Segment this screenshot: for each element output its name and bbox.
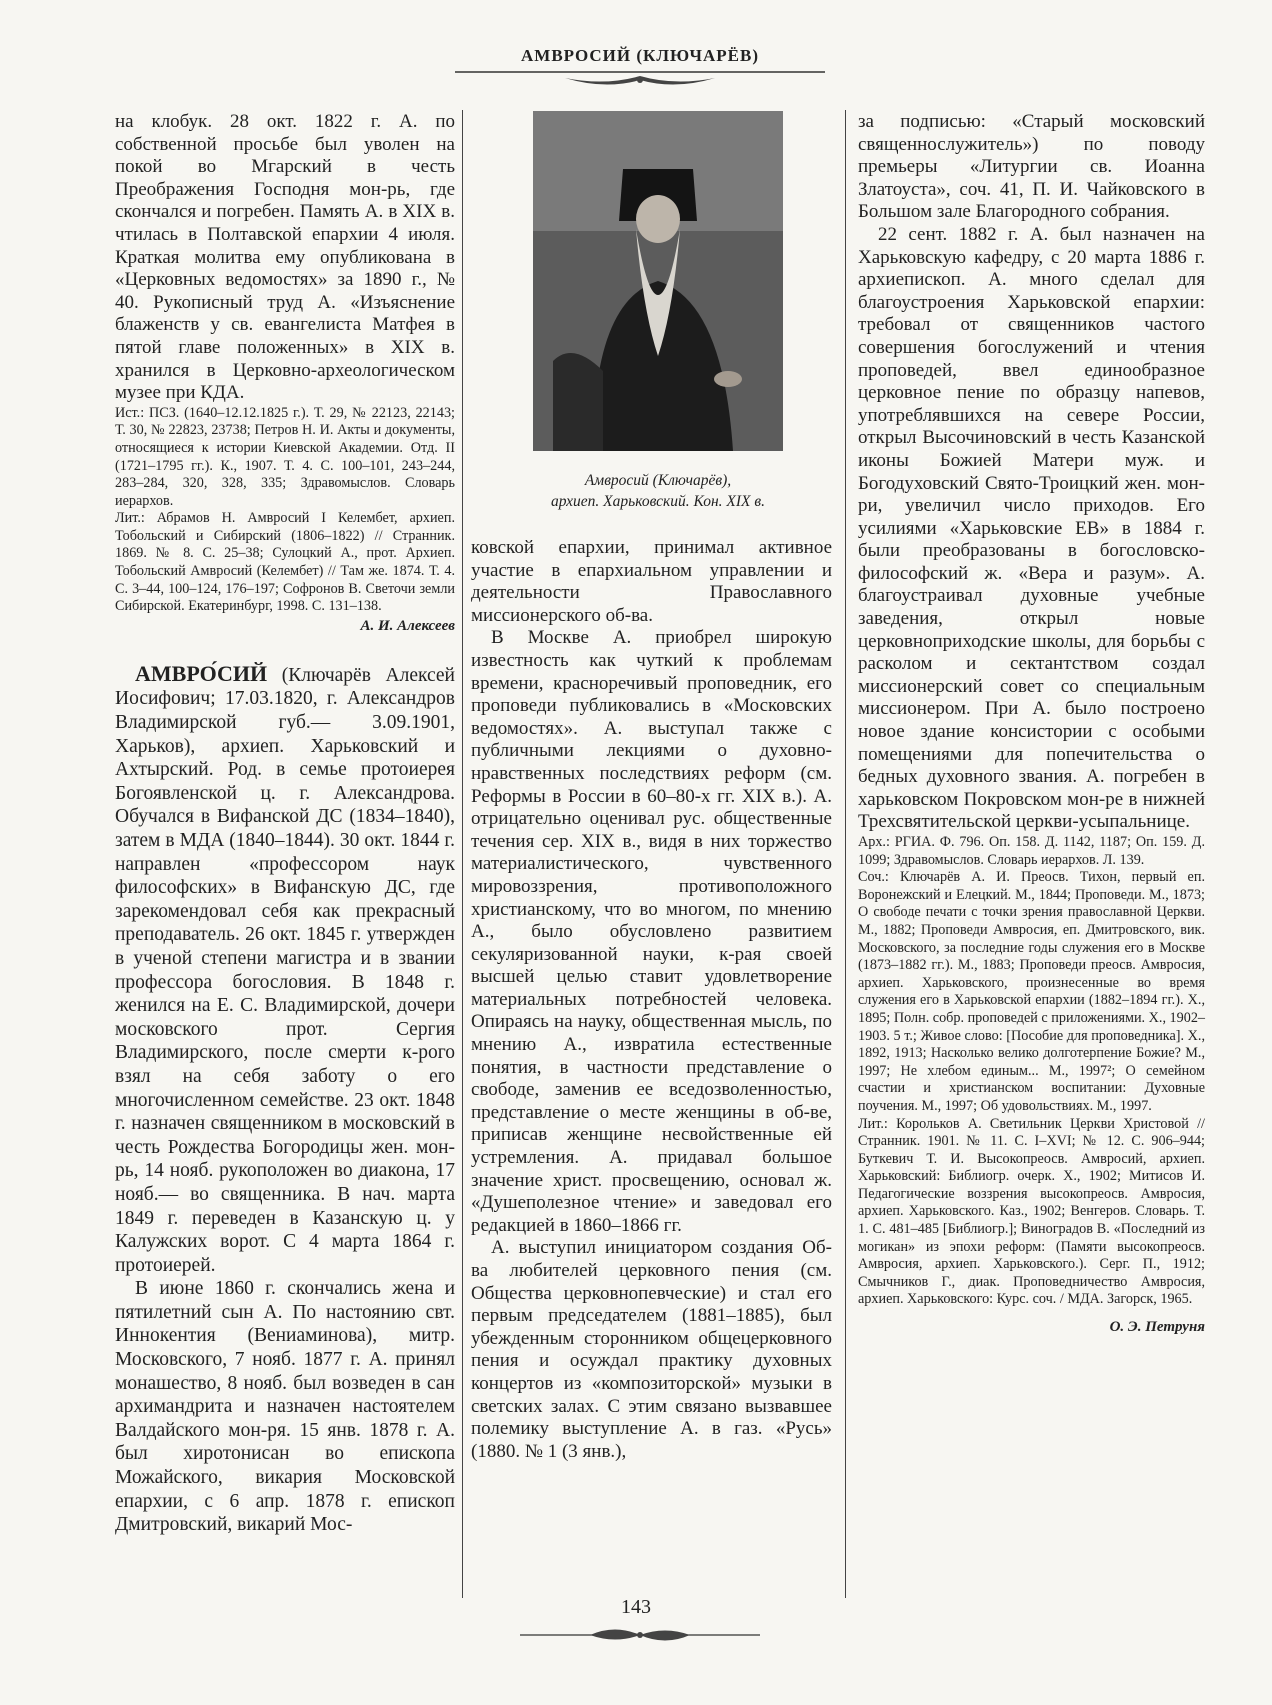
entry-headword: АМВРО́СИЙ [135,660,268,686]
caption-line: Амвросий (Ключарёв), [584,472,732,489]
paragraph: на клобук. 28 окт. 1822 г. А. по собственной просьбе был уволен на покой во Мгарский в честь Преображения Господня мон-рь, где скончался и погребен. Память А. в XIX в. чтилась в Полтавской епархии 4 июля. Краткая молитва ему опубликована в «Церковных ведомостях» за 1890 г., № 40. Рукописный труд А. «Изъяснение блаженств у св. евангелиста Матфея в пятой главе положенных» в XIX в. хранился в Церковно-археологическом музее при КДА. [115,111,455,404]
works: Соч.: Ключарёв А. И. Преосв. Тихон, первый еп. Воронежский и Елецкий. М., 1844; Проповеди. М., 1873; О свободе печати с точки зрения православной Церкви. М., 1882; Проповеди Амвросия, еп. Дмитровского, вик. Московского, за последние годы служения его в Москве (1873–1882 гг.). М., 1883; Проповеди преосв. Амвросия, архиеп. Харьковского, произнесенные во время служения его в Харьковской епархии (1882–1894 гг.). Х., 1895; Полн. собр. проповедей с приложениями. Х., 1902–1903. 5 т.; Живое слово: [Пособие для проповедника]. Х., 1892, 1913; Насколько велико долготерпение Божие? М., 1997; Не хлебом единым... М., 1997²; О семейном счастии и христианском воспитании: Духовные поучения. М., 1997; Об удовольствиях. М., 1997. [858,869,1206,1114]
paragraph: за подписью: «Старый московский священнослужитель») по поводу премьеры «Литургии св. Иоанна Златоуста», соч. 41, П. И. Чайковского в Большом зале Благородного собрания. [858,111,1205,223]
portrait-image [533,111,783,451]
author-signature: О. Э. Петруня [1109,1319,1205,1336]
archives: Арх.: РГИА. Ф. 796. Оп. 158. Д. 1142, 1187; Оп. 159. Д. 1099; Здравомыслов. Словарь иерархов. Л. 139. [858,834,1205,868]
paragraph: ковской епархии, принимал активное участие в епархиальном управлении и деятельности Православного миссионерского об-ва. [471,537,832,626]
paragraph: (Ключарёв Алексей Иосифович; 17.03.1820, г. Александров Владимирской губ.— 3.09.1901, Харьков), архиеп. Харьковский и Ахтырский. Род. в семье протоиерея Богоявленской ц. г. Александрова. Обучался в Вифанской ДС (1834–1840), затем в МДА (1840–1844). 30 окт. 1844 г. направлен «профессором наук философских» в Вифанскую ДС, где зарекомендовал себя как прекрасный преподаватель. 26 окт. 1845 г. утвержден в ученой степени магистра и в звании профессора богословия. В 1848 г. женился на Е. С. Владимирской, дочери московского прот. Сергия Владимирского, после смерти к-рого взял на себя заботу о его многочисленном семействе. 23 окт. 1848 г. назначен священником в московский в честь Рождества Богородицы жен. мон-рь, 14 нояб. рукоположен во диакона, 17 нояб.— во священника. В нач. марта 1849 г. переведен в Казанскую ц. у Калужских ворот. С 4 марта 1864 г. протоиерей. [115,664,455,1276]
column-rule-1 [462,110,463,1598]
running-title: АМВРОСИЙ (КЛЮЧАРЁВ) [521,46,759,65]
column-rule-2 [845,110,846,1598]
literature: Лит.: Корольков А. Светильник Церкви Христовой // Странник. 1901. № 11. С. I–XVI; № 12. С. 906–944; Буткевич Т. И. Высокопреосв. Амвросий, архиеп. Харьковский: Библиогр. очерк. Х., 1902; Митисов И. Педагогические воззрения высокопреосв. Амвросия, архиеп. Харьковского. Каз., 1902; Венгеров. Словарь. Т. 1. С. 481–485 [Библиогр.]; Виноградов В. «Последний из могикан» из эпохи реформ: (Памяти высокопреосв. Амвросия, архиеп. Харьковского.). Серг. П., 1912; Смычников Г., диак. Проповедничество Амвросия, архиеп. Харьковского: Курс. соч. / МДА. Загорск, 1965. [858,1115,1205,1308]
column-2 [471,537,832,1463]
footer-ornament [520,1624,760,1646]
author-signature: А. И. Алексеев [360,617,455,634]
page-number: 143 [621,1596,651,1618]
literature: Лит.: Абрамов Н. Амвросий I Келембет, архиеп. Тобольский и Сибирский (1806–1822) // Странник. 1869. № 8. С. 25–38; Сулоцкий А., прот. Архиеп. Тобольский Амвросий (Келембет) // Там же. 1874. Т. 4. С. 3–44, 100–124, 176–197; Софронов В. Светочи земли Сибирской. Екатеринбург, 1998. С. 131–138. [115,510,455,615]
caption-line: архиеп. Харьковский. Кон. XIX в. [550,493,765,510]
paragraph: В Москве А. приобрел широкую известность как чуткий к проблемам времени, красноречивый проповедник, его проповеди публиковались в «Московских ведомостях». А. выступал также с публичными лекциями о духовно-нравственных последствиях реформ (см. Реформы в России в 60–80-х гг. XIX в.). А. отрицательно оценивал рус. общественные течения сер. XIX в., видя в них торжество материалистического, чувственного мировоззрения, противоположного христианскому, что во многом, по мнению А., было обусловлено развитием секуляризованной науки, к-рая своей высшей целью ставит удовлетворение материальных потребностей человека. Опираясь на науку, общественная мысль, по мнению А., извратила естественные понятия, в частности представление о свободе, заменив ее вседозволенностью, представление о месте женщины в об-ве, приписав женщине несвойственные ей устремления. А. придавал большое значение христ. просвещению, основал ж. «Душеполезное чтение» и заведовал его редакцией в 1860–1866 гг. [471,627,832,1236]
paragraph: А. выступил инициатором создания Об-ва любителей церковного пения (см. Общества церковнопевческие) и стал его первым председателем (1881–1885), был убежденным сторонником общецерковного пения и осуждал практику духовных концертов из «композиторской» музыки в светских залах. С этим связано вызвавшее полемику выступление А. в газ. «Русь» (1880. № 1 (3 янв.), [471,1237,832,1462]
header-ornament [455,68,825,90]
photo-caption [520,470,796,512]
column-1 [115,111,455,1537]
portrait-photo [533,111,783,451]
sources: Ист.: ПСЗ. (1640–12.12.1825 г.). Т. 29, № 22123, 22143; Т. 30, № 22823, 23738; Петров Н. И. Акты и документы, относящиеся к истории Киевской Академии. Отд. II (1721–1795 гг.). К., 1907. Т. 4. С. 100–101, 243–244, 283–284, 320, 328, 335; Здравомыслов. Словарь иерархов. [115,404,455,509]
column-3 [858,111,1205,1337]
paragraph: В июне 1860 г. скончались жена и пятилетний сын А. По настоянию свт. Иннокентия (Вениаминова), митр. Московского, 7 нояб. 1877 г. А. принял монашество, 8 нояб. был возведен в сан архимандрита и назначен настоятелем Валдайского мон-ря. 15 янв. 1878 г. А. был хиротонисан во епископа Можайского, викария Московской епархии, с 6 апр. 1878 г. епископ Дмитровский, викарий Мос- [115,1278,455,1536]
paragraph: 22 сент. 1882 г. А. был назначен на Харьковскую кафедру, с 20 марта 1886 г. архиепископ. А. много сделал для благоустроения Харьковской епархии: требовал от священников частого совершения богослужений и чтения проповедей, ввел единообразное церковное пение по образцу напевов, употреблявшихся на севере России, открыл Высочиновский в честь Казанской иконы Божией Матери муж. и Богодуховский Свято-Троицкий жен. мон-ри, увеличил число приходов. Его усилиями «Харьковские ЕВ» в 1884 г. были преобразованы в богословско-философский ж. «Вера и разум». А. благоустраивал духовные учебные заведения, открыл новые церковноприходские школы, для борьбы с расколом и сектантством создал миссионерский совет со специальным миссионером. При А. было построено новое здание консистории с особыми помещениями для попечительства о бедных духовного звания. А. погребен в харьковском Покровском мон-ре в нижней Трехсвятительской церкви-усыпальнице. [858,223,1205,833]
